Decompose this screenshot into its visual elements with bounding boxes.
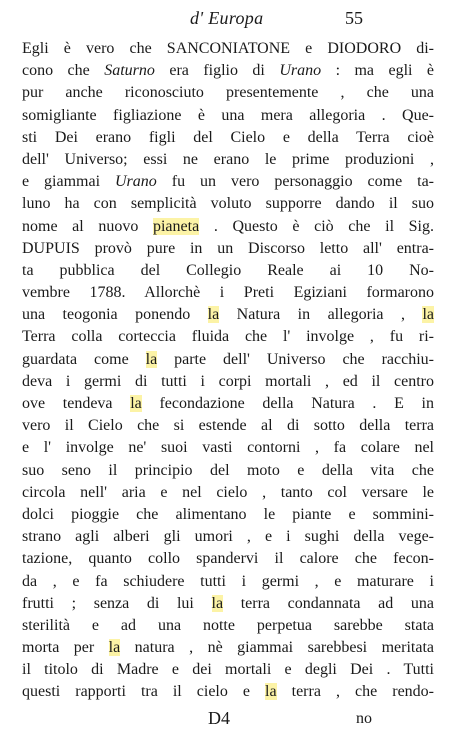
- catchword: no: [356, 710, 372, 727]
- text-line: [22, 193, 434, 215]
- text-line: [22, 593, 434, 615]
- highlighted-word: la: [145, 350, 158, 368]
- text-line: [22, 127, 434, 149]
- running-head: [0, 6, 457, 30]
- highlighted-word: la: [130, 395, 142, 412]
- page-footer: [0, 708, 457, 732]
- text-segment: : ma egli è: [321, 62, 434, 80]
- text-segment: guardata come: [22, 350, 146, 368]
- text-line: [22, 38, 434, 60]
- text-segment: terra , che rendo-: [276, 683, 434, 701]
- text-segment: Egli è vero che SANCONIATONE e DIODORO di-: [22, 40, 434, 57]
- highlighted-word: la: [422, 306, 434, 324]
- text-segment: pur anche riconosciuto presentemente , che una: [22, 84, 434, 102]
- text-line: [22, 681, 434, 703]
- text-line: [22, 482, 434, 504]
- text-line: [22, 371, 434, 393]
- text-segment: somigliante figliazione è una mera allegoria . Que-: [22, 106, 434, 124]
- text-line: [22, 216, 434, 238]
- text-line: [22, 60, 434, 82]
- text-segment: vembre 1788. Allorchè i Preti Egiziani formarono: [22, 284, 434, 302]
- text-line: [22, 548, 434, 570]
- text-segment: circola nell' aria e nel cielo , tanto col versare le: [22, 483, 434, 501]
- text-line: [22, 415, 434, 437]
- text-segment: sti Dei erano figli del Cielo e della Terra cioè: [22, 128, 434, 146]
- text-line: [22, 304, 434, 326]
- text-segment: ove tendeva: [22, 395, 131, 412]
- text-segment: ta pubblica del Collegio Reale ai 10 No-: [22, 261, 434, 279]
- text-segment: il titolo di Madre e dei mortali e degli Dei . Tutti: [22, 661, 434, 679]
- text-segment: natura , nè giammai sarebbesi meritata: [120, 639, 434, 657]
- text-segment: DUPUIS provò pure in un Discorso letto all' entra-: [22, 239, 434, 257]
- text-segment: fu un vero personaggio come ta-: [156, 173, 434, 191]
- text-line: [22, 504, 434, 526]
- text-segment: una teogonia ponendo: [22, 306, 208, 324]
- text-segment: e giammai: [22, 173, 115, 191]
- text-line: [22, 260, 434, 282]
- text-line: [22, 637, 434, 659]
- text-line: [22, 526, 434, 548]
- body-text: [22, 38, 434, 704]
- text-segment: nome al nuovo: [22, 217, 153, 235]
- highlighted-word: pianeta: [152, 217, 200, 235]
- highlighted-word: la: [265, 683, 277, 701]
- text-line: [22, 460, 434, 482]
- text-segment: dolci pioggie che alimentano le piante e sommini-: [22, 505, 434, 523]
- text-segment: e l' involge ne' suoi vasti contorni , fa colare nel: [22, 439, 434, 457]
- text-segment: . Questo è ciò che il Sig.: [199, 217, 434, 235]
- text-line: [22, 82, 434, 104]
- text-segment: deva i germi di tutti i corpi mortali , ed il centro: [22, 372, 434, 390]
- text-segment: morta per: [22, 639, 109, 657]
- text-segment: frutti ; senza di lui: [22, 594, 212, 612]
- text-segment: questi rapporti tra il cielo e: [22, 683, 266, 701]
- text-segment: vero il Cielo che si estende al di sotto della terra: [22, 417, 434, 435]
- text-segment: tazione, quanto collo spandervi il calore che fecon-: [22, 550, 434, 568]
- text-line: [22, 238, 434, 260]
- signature-mark: D4: [208, 708, 230, 728]
- text-line: [22, 282, 434, 304]
- italic-word: Saturno: [104, 62, 155, 80]
- text-line: [22, 659, 434, 681]
- text-segment: Terra colla corteccia fluida che l' involge , fu ri-: [22, 328, 434, 346]
- text-line: [22, 393, 434, 415]
- text-line: [22, 149, 434, 171]
- text-segment: suo seno il principio del moto e della vita che: [22, 461, 434, 479]
- highlighted-word: la: [207, 306, 220, 324]
- page-number: 55: [345, 8, 363, 28]
- text-segment: Natura in allegoria ,: [219, 306, 423, 324]
- highlighted-word: la: [211, 594, 224, 612]
- text-line: [22, 326, 434, 348]
- text-line: [22, 171, 434, 193]
- text-segment: cono che: [22, 62, 105, 80]
- running-head-title: d' Europa: [190, 8, 264, 28]
- text-segment: era figlio di: [154, 62, 280, 80]
- text-segment: parte dell' Universo che racchiu-: [157, 350, 434, 368]
- highlighted-word: la: [108, 639, 121, 657]
- text-segment: luno ha con semplicità voluto supporre dando il suo: [22, 195, 434, 213]
- italic-word: Urano: [115, 173, 157, 191]
- text-line: [22, 349, 434, 371]
- text-segment: terra condannata ad una: [223, 594, 434, 612]
- text-segment: sterilità e ad una notte perpetua sarebbe stata: [22, 616, 434, 634]
- text-segment: dell' Universo; essi ne erano le prime produzioni ,: [22, 150, 434, 168]
- text-segment: da , e fa schiudere tutti i germi , e maturare i: [22, 572, 434, 590]
- text-line: [22, 105, 434, 127]
- text-line: [22, 437, 434, 459]
- text-segment: strano agli alberi gli umori , e i sughi della vege-: [22, 528, 434, 546]
- text-line: [22, 615, 434, 637]
- text-line: [22, 571, 434, 593]
- italic-word: Urano: [279, 62, 322, 80]
- text-segment: fecondazione della Natura . E in: [141, 395, 434, 412]
